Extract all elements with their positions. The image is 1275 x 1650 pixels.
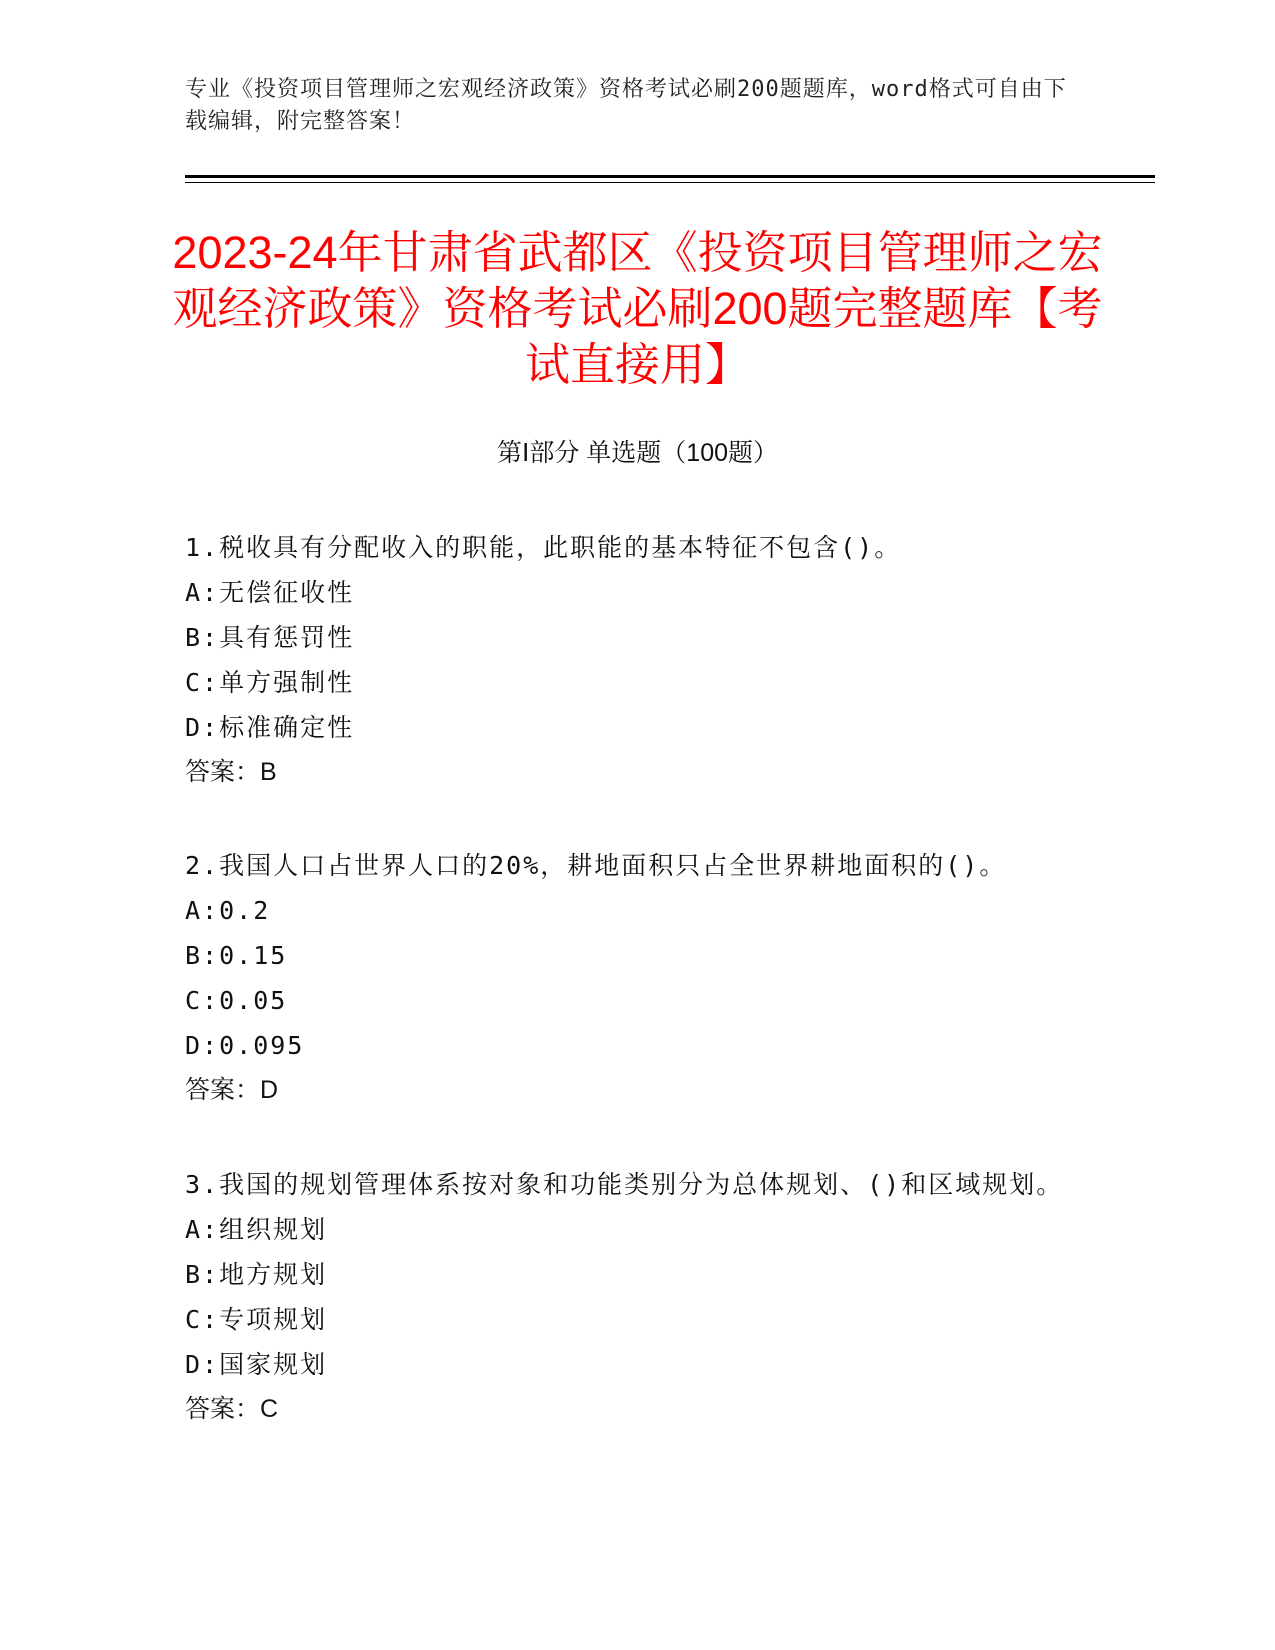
header-divider-thin [185, 182, 1155, 183]
option-b: B:地方规划 [185, 1260, 328, 1289]
option-d: D:0.095 [185, 1031, 305, 1060]
question-stem: 2.我国人口占世界人口的20%，耕地面积只占全世界耕地面积的()。 [185, 851, 1007, 880]
header-divider-thick [185, 175, 1155, 178]
answer: 答案：D [185, 1076, 279, 1104]
answer: 答案：C [185, 1395, 279, 1423]
option-d: D:标准确定性 [185, 713, 355, 742]
question-2 [185, 843, 1085, 1113]
option-a: A:0.2 [185, 896, 271, 925]
option-c: C:专项规划 [185, 1305, 328, 1334]
option-d: D:国家规划 [185, 1350, 328, 1379]
section-title: 第Ⅰ部分 单选题（100题） [496, 439, 779, 467]
question-stem: 3.我国的规划管理体系按对象和功能类别分为总体规划、()和区域规划。 [185, 1170, 1064, 1199]
header-note: 专业《投资项目管理师之宏观经济政策》资格考试必刷200题题库，word格式可自由下载编辑，附完整答案！ [185, 77, 1067, 134]
option-c: C:0.05 [185, 986, 288, 1015]
answer: 答案：B [185, 758, 277, 786]
question-3 [185, 1162, 1085, 1432]
option-b: B:0.15 [185, 941, 288, 970]
question-1 [185, 525, 1085, 795]
option-b: B:具有惩罚性 [185, 623, 355, 652]
option-c: C:单方强制性 [185, 668, 355, 697]
question-stem: 1.税收具有分配收入的职能，此职能的基本特征不包含()。 [185, 533, 902, 562]
document-title: 2023-24年甘肃省武都区《投资项目管理师之宏观经济政策》资格考试必刷200题完整题库【考试直接用】 [172, 227, 1103, 390]
option-a: A:无偿征收性 [185, 578, 355, 607]
option-a: A:组织规划 [185, 1215, 328, 1244]
